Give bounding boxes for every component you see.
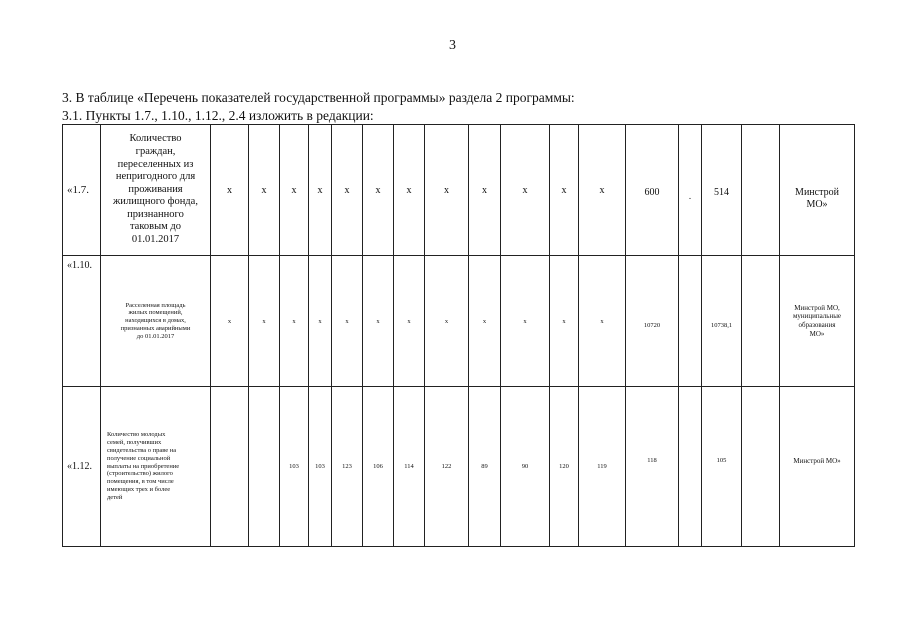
paragraph-table-intro: 3. В таблице «Перечень показателей государственной программы» раздела 2 программы: <box>62 90 575 105</box>
value-cell: 114 <box>394 387 425 547</box>
indicator-name-line: признанного <box>127 208 184 220</box>
empty-cell <box>742 256 780 387</box>
responsible-line: образования <box>798 321 836 329</box>
table-row <box>63 387 855 547</box>
row-number: «1.10. <box>67 260 92 271</box>
value-cell: 90 <box>501 387 550 547</box>
indicator-name-line: получение социальной <box>107 454 171 462</box>
actual-value-cell: 10738,1 <box>702 256 742 387</box>
value-cell: х <box>550 125 579 256</box>
table-row <box>63 125 855 256</box>
value-cell: 123 <box>332 387 363 547</box>
responsible-line: муниципальные <box>792 312 842 321</box>
value-cell: 119 <box>579 387 626 547</box>
indicator-name-line: Количество молодых <box>107 431 166 439</box>
value-cell: х <box>469 256 501 387</box>
indicator-name-line: свидетельства о праве на <box>107 447 177 454</box>
indicator-name-line: выплаты на приобретение <box>107 462 180 470</box>
actual-value-cell: 514 <box>702 125 742 256</box>
value-cell: х <box>280 125 309 256</box>
row-number: «1.7. <box>67 184 89 196</box>
indicator-name-line: 01.01.2017 <box>131 234 180 246</box>
indicator-name-line: Расселенная площадь <box>125 301 186 309</box>
value-cell: 106 <box>363 387 394 547</box>
indicator-name-line: жилищного фонда, <box>113 196 198 208</box>
planned-value-cell: 10720 <box>626 256 679 387</box>
indicator-name-line: (строительство) жилого <box>107 470 173 478</box>
indicator-name-line: граждан, <box>135 145 176 157</box>
responsible-line: МО» <box>809 329 825 338</box>
value-cell: х <box>425 125 469 256</box>
indicator-name-line: семей, получивших <box>107 439 162 447</box>
indicator-name-line: проживания <box>128 183 183 195</box>
responsible-line: Минстрой <box>795 187 839 198</box>
value-cell: х <box>249 125 280 256</box>
row-number: «1.12. <box>67 461 92 472</box>
table-row <box>63 256 855 387</box>
value-cell: х <box>211 125 249 256</box>
indicator-name-line: детей <box>107 493 123 501</box>
indicator-name-cell <box>101 125 211 256</box>
responsible-cell <box>780 387 855 547</box>
mark-cell <box>679 125 702 256</box>
value-cell <box>249 387 280 547</box>
responsible-cell <box>780 256 855 387</box>
mark-cell <box>679 256 702 387</box>
value-cell: х <box>332 125 363 256</box>
value-cell: х <box>211 256 249 387</box>
indicator-name-line: признанных аварийными <box>120 324 191 332</box>
indicator-name-line: помещения, в том числе <box>107 478 174 486</box>
indicator-name-line: имеющих трех и более <box>107 485 171 493</box>
row-number-cell <box>63 387 101 547</box>
row-number-cell <box>63 256 101 387</box>
indicator-name-line: Количество <box>129 133 182 145</box>
indicator-name-line: таковым до <box>129 221 182 233</box>
mark-cell <box>679 387 702 547</box>
value-cell: 89 <box>469 387 501 547</box>
value-cell: х <box>394 256 425 387</box>
value-cell: 103 <box>309 387 332 547</box>
value-cell: х <box>501 125 550 256</box>
planned-value-cell: 118 <box>626 387 679 547</box>
indicator-name-cell <box>101 387 211 547</box>
value-cell: х <box>425 256 469 387</box>
indicator-name-line: находящихся в домах, <box>125 317 186 325</box>
dot-mark: . <box>688 190 692 201</box>
responsible-line: Минстрой МО» <box>793 457 841 465</box>
value-cell: х <box>363 256 394 387</box>
value-cell: х <box>332 256 363 387</box>
responsible-line: Минстрой МО, <box>794 303 840 312</box>
value-cell: 120 <box>550 387 579 547</box>
value-cell: х <box>579 125 626 256</box>
indicator-name-line: до 01.01.2017 <box>136 332 175 340</box>
value-cell: х <box>309 125 332 256</box>
empty-cell <box>742 387 780 547</box>
planned-value-cell: 600 <box>626 125 679 256</box>
responsible-cell <box>780 125 855 256</box>
value-cell: х <box>579 256 626 387</box>
value-cell: х <box>363 125 394 256</box>
value-cell: х <box>469 125 501 256</box>
value-cell <box>211 387 249 547</box>
value-cell: х <box>501 256 550 387</box>
page-number: 3 <box>449 38 456 53</box>
empty-cell <box>742 125 780 256</box>
value-cell: х <box>394 125 425 256</box>
indicator-name-line: жилых помещений, <box>128 309 183 317</box>
indicator-name-line: непригодного для <box>115 171 196 183</box>
responsible-line: МО» <box>806 199 828 210</box>
paragraph-items-to-amend: 3.1. Пункты 1.7., 1.10., 1.12., 2.4 изложить в редакции: <box>62 108 374 123</box>
value-cell: х <box>550 256 579 387</box>
value-cell: 122 <box>425 387 469 547</box>
value-cell: х <box>309 256 332 387</box>
indicator-name-cell <box>101 256 211 387</box>
value-cell: х <box>249 256 280 387</box>
indicators-table <box>62 124 855 547</box>
row-number-cell <box>63 125 101 256</box>
value-cell: 103 <box>280 387 309 547</box>
value-cell: х <box>280 256 309 387</box>
indicator-name-line: переселенных из <box>117 158 194 170</box>
actual-value-cell: 105 <box>702 387 742 547</box>
